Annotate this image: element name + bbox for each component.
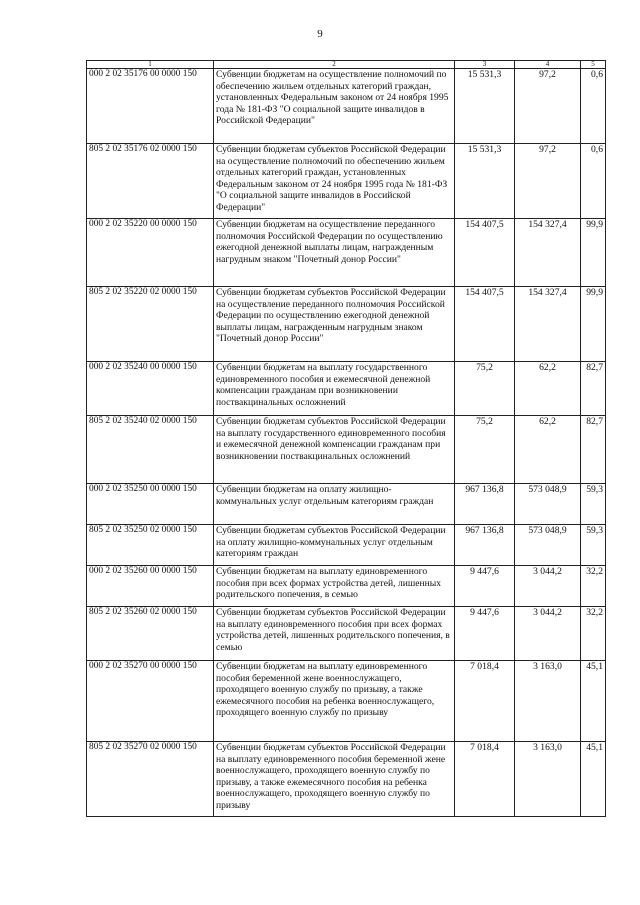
page-number: 9 bbox=[317, 28, 323, 40]
table-row bbox=[87, 661, 606, 742]
actual-cell: 573 048,9 bbox=[515, 525, 581, 566]
column-header-5: 5 bbox=[581, 61, 606, 69]
plan-cell: 7 018,4 bbox=[455, 661, 515, 742]
table-row bbox=[87, 416, 606, 484]
actual-cell: 97,2 bbox=[515, 144, 581, 219]
description-cell: Субвенции бюджетам на выплату единовременного пособия беременной жене военнослужащего, проходящего военную службу по призыву, а также ежемесячного пособия на ребенка военнослужащего, проходящего военную службу по призыву bbox=[214, 661, 455, 742]
table-row bbox=[87, 484, 606, 525]
percent-cell: 32,2 bbox=[581, 607, 606, 661]
plan-cell: 967 136,8 bbox=[455, 525, 515, 566]
description-cell: Субвенции бюджетам на оплату жилищно-коммунальных услуг отдельным категориям граждан bbox=[214, 484, 455, 525]
table-row bbox=[87, 525, 606, 566]
actual-cell: 97,2 bbox=[515, 69, 581, 144]
actual-cell: 3 044,2 bbox=[515, 607, 581, 661]
plan-cell: 9 447,6 bbox=[455, 607, 515, 661]
budget-code-cell: 000 2 02 35250 00 0000 150 bbox=[87, 484, 214, 525]
budget-code-cell: 000 2 02 35270 00 0000 150 bbox=[87, 661, 214, 742]
plan-cell: 154 407,5 bbox=[455, 219, 515, 287]
table-row bbox=[87, 742, 606, 817]
percent-cell: 82,7 bbox=[581, 416, 606, 484]
description-cell: Субвенции бюджетам субъектов Российской Федерации на выплату государственного единовременного пособия и ежемесячной денежной компенсации гражданам при возникновении поствакцинальных осложнений bbox=[214, 416, 455, 484]
description-cell: Субвенции бюджетам субъектов Российской Федерации на осуществление полномочий по обеспечению жильем отдельных категорий граждан, установленных Федеральным законом от 24 ноября 1995 года № 181-ФЗ "О социальной защите инвалидов в Российской Федерации" bbox=[214, 144, 455, 219]
plan-cell: 9 447,6 bbox=[455, 566, 515, 607]
plan-cell: 7 018,4 bbox=[455, 742, 515, 817]
column-header-3: 3 bbox=[455, 61, 515, 69]
budget-table bbox=[86, 60, 606, 817]
table-row bbox=[87, 219, 606, 287]
header-row bbox=[87, 61, 606, 69]
column-header-2: 2 bbox=[214, 61, 455, 69]
description-cell: Субвенции бюджетам субъектов Российской Федерации на выплату единовременного пособия при всех формах устройства детей, лишенных родительского попечения, в семью bbox=[214, 607, 455, 661]
table-row bbox=[87, 566, 606, 607]
table-row bbox=[87, 607, 606, 661]
table-row bbox=[87, 144, 606, 219]
actual-cell: 62,2 bbox=[515, 416, 581, 484]
description-cell: Субвенции бюджетам на выплату единовременного пособия при всех формах устройства детей, лишенных родительского попечения, в семью bbox=[214, 566, 455, 607]
percent-cell: 99,9 bbox=[581, 287, 606, 362]
description-cell: Субвенции бюджетам субъектов Российской Федерации на выплату единовременного пособия беременной жене военнослужащего, проходящего военную службу по призыву, а также ежемесячного пособия на ребенка военнослужащего, проходящего военную службу по призыву bbox=[214, 742, 455, 817]
budget-code-cell: 805 2 02 35220 02 0000 150 bbox=[87, 287, 214, 362]
table-body bbox=[87, 69, 606, 817]
budget-code-cell: 805 2 02 35250 02 0000 150 bbox=[87, 525, 214, 566]
percent-cell: 32,2 bbox=[581, 566, 606, 607]
percent-cell: 45,1 bbox=[581, 661, 606, 742]
table-row bbox=[87, 69, 606, 144]
actual-cell: 573 048,9 bbox=[515, 484, 581, 525]
plan-cell: 967 136,8 bbox=[455, 484, 515, 525]
budget-code-cell: 805 2 02 35240 02 0000 150 bbox=[87, 416, 214, 484]
plan-cell: 15 531,3 bbox=[455, 69, 515, 144]
description-cell: Субвенции бюджетам на осуществление полномочий по обеспечению жильем отдельных категорий граждан, установленных Федеральным законом от 24 ноября 1995 года № 181-ФЗ "О социальной защите инвалидов в Российской Федерации" bbox=[214, 69, 455, 144]
description-cell: Субвенции бюджетам на выплату государственного единовременного пособия и ежемесячной денежной компенсации гражданам при возникновении поствакцинальных осложнений bbox=[214, 362, 455, 416]
plan-cell: 75,2 bbox=[455, 362, 515, 416]
budget-code-cell: 000 2 02 35240 00 0000 150 bbox=[87, 362, 214, 416]
budget-code-cell: 805 2 02 35270 02 0000 150 bbox=[87, 742, 214, 817]
table-header bbox=[87, 61, 606, 69]
plan-cell: 15 531,3 bbox=[455, 144, 515, 219]
table-row bbox=[87, 362, 606, 416]
plan-cell: 154 407,5 bbox=[455, 287, 515, 362]
plan-cell: 75,2 bbox=[455, 416, 515, 484]
percent-cell: 45,1 bbox=[581, 742, 606, 817]
budget-code-cell: 805 2 02 35260 02 0000 150 bbox=[87, 607, 214, 661]
column-header-1: 1 bbox=[87, 61, 214, 69]
budget-code-cell: 000 2 02 35176 00 0000 150 bbox=[87, 69, 214, 144]
description-cell: Субвенции бюджетам субъектов Российской Федерации на осуществление переданного полномочия Российской Федерации по осуществлению ежегодной денежной выплаты лицам, награжденным нагрудным знаком "Почетный донор России" bbox=[214, 287, 455, 362]
percent-cell: 82,7 bbox=[581, 362, 606, 416]
percent-cell: 99,9 bbox=[581, 219, 606, 287]
description-cell: Субвенции бюджетам субъектов Российской Федерации на оплату жилищно-коммунальных услуг отдельным категориям граждан bbox=[214, 525, 455, 566]
actual-cell: 3 044,2 bbox=[515, 566, 581, 607]
percent-cell: 59,3 bbox=[581, 525, 606, 566]
budget-code-cell: 805 2 02 35176 02 0000 150 bbox=[87, 144, 214, 219]
budget-code-cell: 000 2 02 35220 00 0000 150 bbox=[87, 219, 214, 287]
table-row bbox=[87, 287, 606, 362]
percent-cell: 0,6 bbox=[581, 69, 606, 144]
description-cell: Субвенции бюджетам на осуществление переданного полномочия Российской Федерации по осуществлению ежегодной денежной выплаты лицам, награжденным нагрудным знаком "Почетный донор России" bbox=[214, 219, 455, 287]
actual-cell: 3 163,0 bbox=[515, 661, 581, 742]
budget-code-cell: 000 2 02 35260 00 0000 150 bbox=[87, 566, 214, 607]
actual-cell: 154 327,4 bbox=[515, 287, 581, 362]
actual-cell: 3 163,0 bbox=[515, 742, 581, 817]
actual-cell: 154 327,4 bbox=[515, 219, 581, 287]
column-header-4: 4 bbox=[515, 61, 581, 69]
percent-cell: 0,6 bbox=[581, 144, 606, 219]
percent-cell: 59,3 bbox=[581, 484, 606, 525]
actual-cell: 62,2 bbox=[515, 362, 581, 416]
